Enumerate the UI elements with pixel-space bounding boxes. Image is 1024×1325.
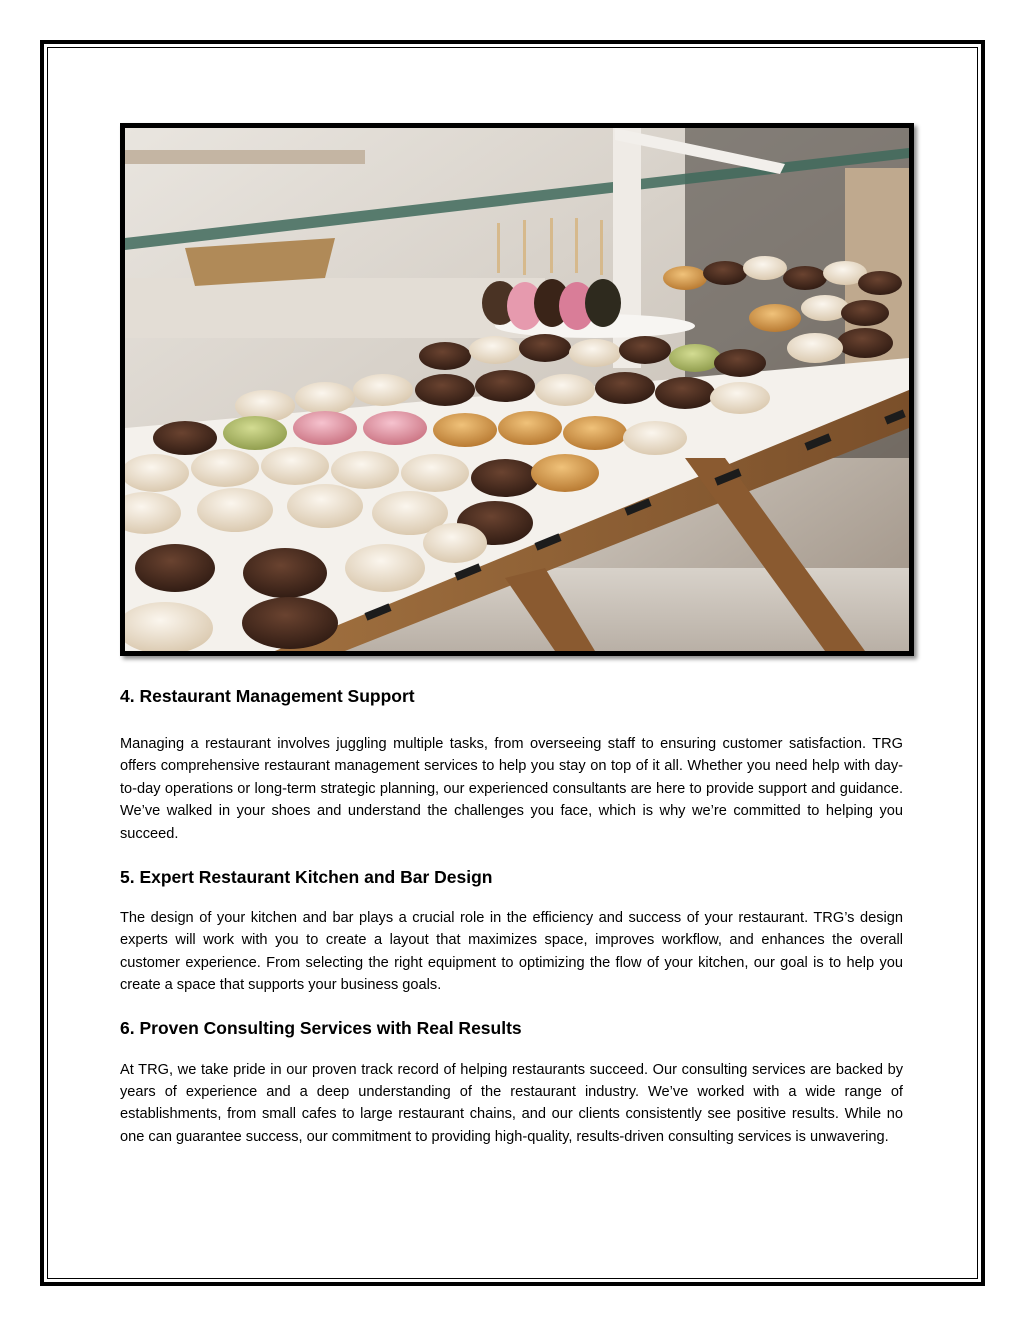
section-heading: 4. Restaurant Management Support [120, 686, 415, 706]
pastry-display-photo [120, 123, 914, 656]
section-heading: 5. Expert Restaurant Kitchen and Bar Design [120, 867, 493, 888]
section-paragraph: At TRG, we take pride in our proven track record of helping restaurants succeed. Our consulting services are backed by years of experience and a deep understanding of the restaurant industry. We’ve worked with a wide range of establishments, from small cafes to large restaurant chains, and our clients consistently see positive results. While no one can guarantee success, our commitment to providing high-quality, results-driven consulting services is unwavering. [120, 1061, 903, 1145]
article-content [120, 682, 903, 1148]
section-heading: 6. Proven Consulting Services with Real Results [120, 1017, 522, 1038]
pastry-photo-illustration [125, 128, 909, 651]
section-paragraph: The design of your kitchen and bar plays a crucial role in the efficiency and success of your restaurant. TRG’s design experts will work with you to create a layout that maximizes space, improves workflow, and enhances the overall customer experience. From selecting the right equipment to optimizing the flow of your kitchen, our goal is to help you create a space that supports your business goals. [120, 910, 903, 994]
section-paragraph: Managing a restaurant involves juggling multiple tasks, from overseeing staff to ensuring customer satisfaction. TRG offers comprehensive restaurant management services to help you stay on top of it all. Whether you need help with day-to-day operations or long-term strategic planning, our experienced consultants are here to provide support and guidance. We’ve walked in your shoes and understand the challenges you face, which is why we’re committed to helping you succeed. [120, 736, 903, 842]
